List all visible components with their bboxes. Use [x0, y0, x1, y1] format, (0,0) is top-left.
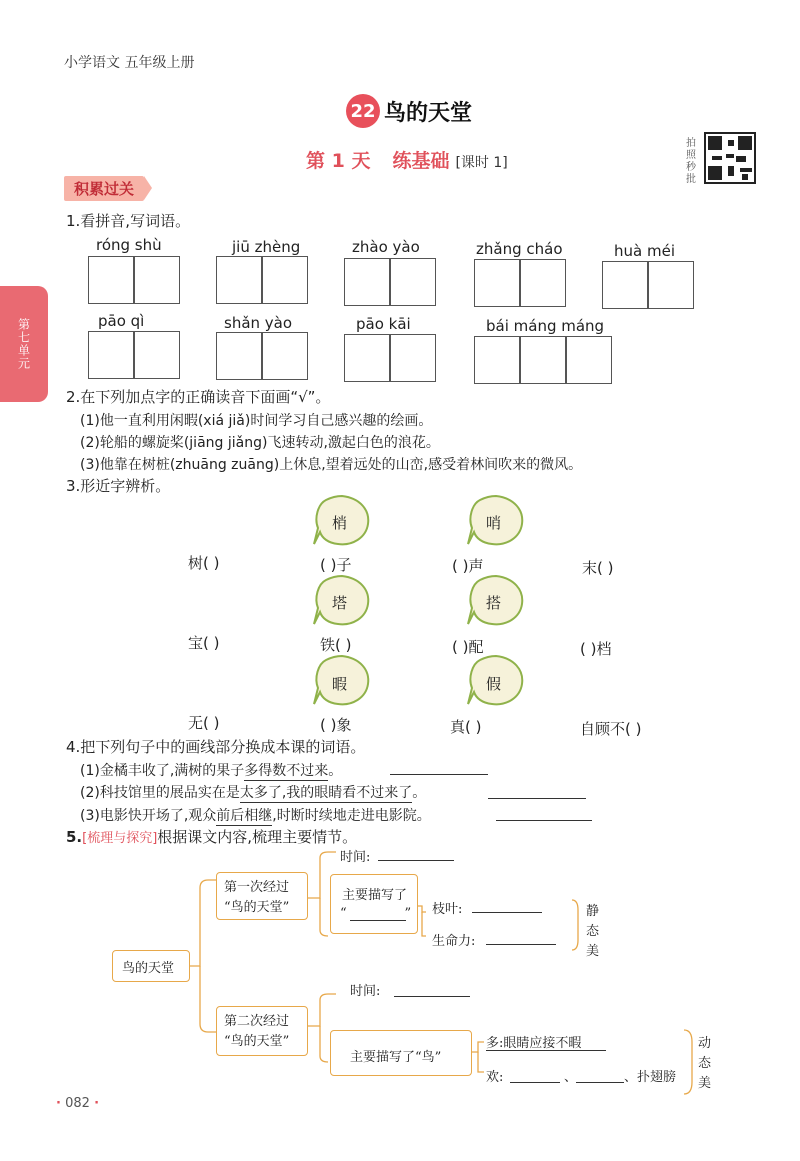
- main-desc-label: 主要描写了: [342, 888, 408, 903]
- answer-box[interactable]: [216, 256, 262, 304]
- answer-line[interactable]: [472, 912, 542, 913]
- section-tag: 积累过关: [64, 176, 144, 201]
- unit-side-tab: 第七单元: [0, 286, 48, 402]
- second-visit-label: 第二次经过 “鸟的天堂”: [224, 1014, 290, 1049]
- q5-tag: [梳理与探究]: [82, 831, 158, 846]
- q1-pinyin: zhǎng cháo: [476, 240, 563, 258]
- q2-item: (3)他靠在树桩(zhuāng zuāng)上休息,望着远处的山峦,感受着林间吹来的微风。: [80, 457, 583, 473]
- time-label: 时间:: [350, 984, 381, 999]
- answer-line[interactable]: [576, 1082, 624, 1083]
- q2-item: (2)轮船的螺旋桨(jiāng jiǎng)飞速转动,激起白色的浪花。: [80, 435, 440, 451]
- answer-line[interactable]: [350, 920, 406, 921]
- day-heading: [306, 146, 508, 173]
- q4-item: (2)科技馆里的展品实在是太多了,我的眼睛看不过来了。: [80, 782, 426, 803]
- main-desc-box: [330, 874, 418, 934]
- q3-blank[interactable]: 自顾不( ): [580, 720, 642, 738]
- life-label: 生命力:: [432, 934, 476, 949]
- dynamic-beauty: 动态美: [698, 1036, 712, 1091]
- q3-blank[interactable]: 真( ): [450, 718, 482, 736]
- leaf-char: 暇: [332, 675, 348, 693]
- q3-blank[interactable]: ( )配: [452, 638, 484, 656]
- underlined-phrase: 多得数不过来: [244, 760, 328, 781]
- q1-title: 1.看拼音,写词语。: [66, 212, 191, 230]
- q3-blank[interactable]: 树( ): [188, 554, 220, 572]
- leaf-char: 塔: [332, 594, 348, 612]
- lesson-title: [346, 94, 472, 128]
- underlined-phrase: 太多了,我的眼睛看不过来了: [240, 782, 412, 803]
- answer-box[interactable]: [216, 332, 262, 380]
- answer-box[interactable]: [262, 332, 308, 380]
- underlined-phrase: 前后相继: [216, 805, 272, 826]
- answer-box[interactable]: [390, 258, 436, 306]
- answer-box[interactable]: [88, 256, 134, 304]
- lesson-name: 鸟的天堂: [384, 100, 473, 126]
- answer-line[interactable]: [496, 820, 592, 821]
- answer-box[interactable]: [134, 331, 180, 379]
- leaf-char: 搭: [486, 594, 502, 612]
- answer-box[interactable]: [474, 259, 520, 307]
- answer-box[interactable]: [520, 336, 566, 384]
- q1-pinyin: jiū zhèng: [232, 238, 301, 256]
- flap-label: 、扑翅膀: [624, 1070, 677, 1085]
- q4-item: (3)电影快开场了,观众前后相继,时断时续地走进电影院。: [80, 805, 431, 826]
- answer-line[interactable]: [378, 860, 454, 861]
- answer-line[interactable]: [394, 996, 470, 997]
- qr-code-icon[interactable]: [704, 132, 756, 184]
- q3-blank[interactable]: ( )象: [320, 716, 352, 734]
- answer-box[interactable]: [88, 331, 134, 379]
- answer-line[interactable]: [486, 944, 556, 945]
- leaf-label: 枝叶:: [432, 902, 463, 917]
- q3-title: 3.形近字辨析。: [66, 477, 171, 495]
- q4-title: 4.把下列句子中的画线部分换成本课的词语。: [66, 738, 366, 756]
- q5-title: 5.[梳理与探究]根据课文内容,梳理主要情节。: [66, 828, 358, 846]
- answer-line[interactable]: [510, 1082, 560, 1083]
- first-visit-label: 第一次经过 “鸟的天堂”: [224, 880, 290, 915]
- q3-blank[interactable]: 铁( ): [320, 636, 352, 654]
- answer-box[interactable]: [520, 259, 566, 307]
- leaf-char: 假: [486, 675, 502, 693]
- q3-blank[interactable]: 末( ): [582, 559, 614, 577]
- book-header: 小学语文 五年级上册: [64, 55, 195, 71]
- q3-blank[interactable]: ( )档: [580, 640, 612, 658]
- day-label: 第 1 天: [306, 150, 371, 172]
- happy-label: 欢:: [486, 1070, 504, 1085]
- divider: [486, 1050, 606, 1051]
- q1-pinyin: pāo qì: [98, 312, 145, 330]
- answer-box[interactable]: [344, 334, 390, 382]
- leaf-char: 梢: [332, 514, 348, 532]
- mindmap-root: 鸟的天堂: [122, 961, 175, 976]
- main-desc-label: 主要描写了“鸟”: [350, 1050, 442, 1065]
- answer-box[interactable]: [474, 336, 520, 384]
- q1-pinyin: bái máng máng: [486, 317, 605, 335]
- answer-box[interactable]: [602, 261, 648, 309]
- q4-item: (1)金橘丰收了,满树的果子多得数不过来。: [80, 760, 342, 781]
- lesson-number: 22: [346, 94, 380, 128]
- q2-title: 2.在下列加点字的正确读音下面画“√”。: [66, 388, 331, 406]
- q3-blank[interactable]: 无( ): [188, 714, 220, 732]
- sep: 、: [564, 1070, 578, 1085]
- answer-box[interactable]: [134, 256, 180, 304]
- answer-box[interactable]: [566, 336, 612, 384]
- qr-label: 拍照秒批: [686, 138, 696, 185]
- q1-pinyin: zhào yào: [352, 238, 420, 256]
- page-number: · 082 ·: [56, 1096, 100, 1111]
- q3-blank[interactable]: 宝( ): [188, 634, 220, 652]
- leaf-char: 哨: [486, 514, 502, 532]
- time-label: 时间:: [340, 850, 371, 865]
- q3-blank[interactable]: ( )子: [320, 556, 352, 574]
- many-label: 多:眼睛应接不暇: [486, 1036, 582, 1051]
- answer-box[interactable]: [648, 261, 694, 309]
- answer-box[interactable]: [390, 334, 436, 382]
- q1-pinyin: shǎn yào: [224, 314, 293, 332]
- quote-blank[interactable]: “ ”: [340, 906, 412, 921]
- q2-item: (1)他一直利用闲暇(xiá jiǎ)时间学习自己感兴趣的绘画。: [80, 413, 433, 429]
- answer-box[interactable]: [344, 258, 390, 306]
- answer-line[interactable]: [488, 798, 586, 799]
- static-beauty: 静态美: [586, 904, 600, 959]
- answer-box[interactable]: [262, 256, 308, 304]
- day-name: 练基础: [392, 150, 450, 172]
- q1-pinyin: róng shù: [96, 236, 162, 254]
- q1-pinyin: pāo kāi: [356, 315, 411, 333]
- day-period: [课时 1]: [455, 155, 508, 171]
- q3-blank[interactable]: ( )声: [452, 557, 484, 575]
- q1-pinyin: huà méi: [614, 242, 675, 260]
- answer-line[interactable]: [390, 774, 488, 775]
